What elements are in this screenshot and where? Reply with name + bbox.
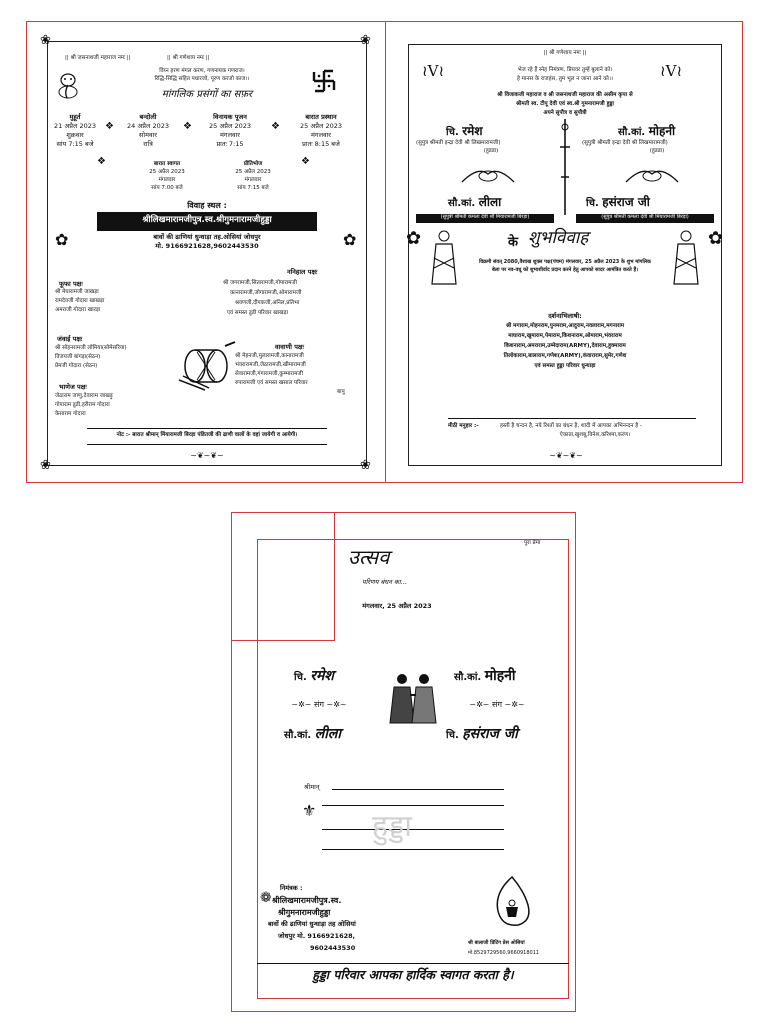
invitee-line: 9602443530 xyxy=(310,944,356,952)
event-date: 25 अप्रैल 2023 xyxy=(235,169,271,175)
section-line: विजयजी बांगड़ा(सेठन) xyxy=(55,354,101,360)
left-invitation-panel xyxy=(26,21,386,483)
event-date: 25 अप्रैल 2023 xyxy=(208,122,252,130)
sang-flourish-icon: ~✲~ xyxy=(323,700,347,709)
section-line: श्रवणजी,दीपकजी,अनिल,प्रतिभा xyxy=(235,300,300,306)
sang-flourish-icon: ~✲~ xyxy=(469,700,493,709)
bride2-first-name: लीला xyxy=(478,195,502,209)
event-day: शुक्रवार xyxy=(66,131,84,139)
bride1-parent: (सुपुत्री श्रीमती इन्द्रा देवी श्री लिखमारामजी) xyxy=(582,140,668,146)
verse-line-1: भेज रहे हैं स्नेह निमंत्रण, प्रियवर तुम्हें बुलाने को। xyxy=(517,67,613,73)
utsav-title: उत्सव xyxy=(348,545,390,569)
section-line: प्रेमजी गोदारा (सेठन) xyxy=(55,363,98,369)
event-day: मंगलवार xyxy=(311,131,331,139)
event-name: मुहूर्त xyxy=(69,113,81,121)
groom2-parent: (सुपुत्र श्रीमती कमला देवी श्री मियारामजी बिरड़ा) xyxy=(601,214,689,220)
flower-ornament-icon: ❁ xyxy=(260,890,272,906)
invitee-line: जोधपुर मो. 9166921628, xyxy=(278,932,356,940)
ke-word: के xyxy=(508,235,518,250)
address-line xyxy=(322,829,504,830)
bride2-name xyxy=(448,196,501,210)
meethi-label: मीठी मनुहार :- xyxy=(448,423,479,429)
event-date: 21 अप्रैल 2023 xyxy=(53,122,97,130)
corner-ornament-icon: ❀ xyxy=(40,458,51,473)
event-name: प्रीतिभोज xyxy=(243,161,263,167)
hudda-watermark: हुड्डा xyxy=(372,809,412,844)
ganesh-icon xyxy=(55,70,81,100)
env-bride1-name xyxy=(454,669,516,684)
meethi-text-line: ऐकाता,खुशबू,विनेश,करिश्मा,करण। xyxy=(559,432,631,438)
section-line: सेवारामजी,गंगारामजी,कुम्भारामजी xyxy=(235,371,303,377)
envelope-date: मंगलवार, 25 अप्रैल 2023 xyxy=(362,602,432,610)
event-date: 25 अप्रैल 2023 xyxy=(299,122,343,130)
corner-ornament-icon: ❀ xyxy=(360,458,371,473)
section-line: एवं समस्त डूडी परिवार खाखड़ा xyxy=(227,310,289,316)
bottom-flourish-icon: ~❦~❦~ xyxy=(190,451,224,460)
sang-right: ~✲~ संग ~✲~ xyxy=(469,700,525,709)
footer-note: नोट :- बारात श्रीमान् मिंयारामजी बिरड़ा पंडितजी की ढाणी वालों के वहां जायेगी व आयेगी। xyxy=(116,432,298,438)
env-bride2-name xyxy=(284,727,341,742)
programme-title: मांगलिक प्रसंगों का सफ़र xyxy=(161,89,253,100)
hanging-ornament-icon: ❖ xyxy=(301,156,310,167)
bride1-first-name: मोहनी xyxy=(648,124,676,138)
groom1-parent: (सुपुत्र श्रीमती इन्द्रा देवी श्री लिखमारामजी) xyxy=(416,140,501,146)
event-date: 24 अप्रैल 2023 xyxy=(126,122,170,130)
event-time: प्रातः 7:15 xyxy=(216,140,244,148)
ganesh-blessing-line-2: रिद्धि-सिद्धि सहित पधारजो, पूरण करजो काज।। xyxy=(154,76,250,82)
envelope-panel xyxy=(231,512,576,1012)
venue-label: विवाह स्थल : xyxy=(187,201,227,210)
groom1-prefix: चि. xyxy=(446,127,459,138)
section-line: रुपारामजी एवं समस्त खसाल परिवार xyxy=(235,380,308,386)
verse-line-2: हे मानस के राजहंस, तुम भूल न जाना आने को।। xyxy=(516,76,614,82)
bride2-prefix: सौ.कां. xyxy=(448,198,476,209)
groom1-name xyxy=(446,125,482,139)
invitee-line: बावों की ढाणियां धुन्धाड़ा तह ओसियां xyxy=(268,920,356,928)
ceremony-text-line: बेला पर नव-वधू को शुभाशीर्वाद प्रदान करने हेतु आपको सादर आमंत्रित करते हैं। xyxy=(491,267,639,273)
sang-flourish-icon: ~✲~ xyxy=(501,700,525,709)
top-invocation: || श्री गणेशाय नमः || xyxy=(543,50,587,56)
blessing-line: अपने सुपौत्र व सुपौत्री xyxy=(543,110,587,116)
venue-address: बावों की ढाणियां धुन्धाड़ा तह.ओसियां जोधपुर xyxy=(153,233,261,241)
event-name: विनायक पूजन xyxy=(213,113,247,121)
envelope-fold xyxy=(232,513,335,641)
sword-ornament-icon xyxy=(558,117,572,217)
section-title: फूफा पक्षः xyxy=(59,280,83,288)
hanging-ornament-icon: ❖ xyxy=(183,121,192,132)
event-day: सोमवार xyxy=(139,131,157,139)
invitee-line: श्रीगुमनारामजीहुड्डा xyxy=(278,908,331,917)
swastika-icon xyxy=(311,68,337,94)
corner-ornament-icon: ❀ xyxy=(40,33,51,48)
env-groom1-prefix: चि. xyxy=(294,672,307,683)
darshan-line: माघाराम,खुमाराम,पेमाराम,किशनाराम,ओमाराम,भंवराराम xyxy=(508,333,622,339)
flower-ornament-icon: ✿ xyxy=(406,228,422,249)
section-line: बापु xyxy=(337,389,345,395)
couple-figure-icon xyxy=(426,228,462,288)
darshan-line: एवं समस्त हुड्डा परिवार धुन्धाड़ा xyxy=(534,363,596,369)
hanging-ornament-icon: ❖ xyxy=(97,156,106,167)
event-date: 25 अप्रैल 2023 xyxy=(149,169,185,175)
env-groom2-first-name: हसंराज जी xyxy=(462,726,518,742)
section-line: केसाराम गोदारा xyxy=(55,411,86,417)
printer-name: श्री बालाजी प्रिंटिंग प्रेस ओसियां xyxy=(468,940,525,946)
top-left-invocation: || श्री जसनाथजी महाराज नमः || xyxy=(65,55,131,61)
sang-flourish-icon: ~✲~ xyxy=(291,700,315,709)
section-line: श्री मेघारामजी जाखड़ा xyxy=(55,289,99,295)
section-line: श्री जगरामजी,सितारामजी,गोपारामजी xyxy=(223,280,297,286)
utsav-subtitle: परिणय बंधन का... xyxy=(362,578,407,586)
hanging-ornament-icon: ❖ xyxy=(105,121,114,132)
section-line: अमराजी गोदारा खारड़ा xyxy=(55,307,101,313)
darshan-title: दर्शनाभिलाषी: xyxy=(548,312,582,320)
event-time: प्रातः 8:15 बजे xyxy=(302,140,340,148)
invitee-line: श्रीलिखमारामजीपुत्र.स्व. xyxy=(272,896,342,905)
section-title: भाणेज पक्षः xyxy=(59,383,87,391)
meethi-text-line: हस्ती है चन्दन है, नये रिश्तों का बंधन है, शादी में आपका अभिनन्दन है - xyxy=(500,423,642,429)
kalash-ornament-icon: ⚜ xyxy=(302,801,317,820)
section-title: जंवाई पक्षः xyxy=(57,335,83,343)
couple-figure-icon xyxy=(668,228,704,288)
ceremony-text-line: विक्रमी संवत् 2080,वैशाख शुक्ल पक्ष(पंचम) मंगलवार, 25 अप्रैल 2023 के शुभ मांगलिक xyxy=(479,259,651,265)
groom2-name xyxy=(586,196,650,210)
joined-hands-icon xyxy=(622,162,682,188)
darshan-line: किशनाराम,अमराराम,उम्मेदाराम(ARMY),देवाराम,हुक्माराम xyxy=(504,343,626,349)
paisley-kalash-icon xyxy=(490,875,534,929)
v-ornament-icon: ≀V≀ xyxy=(660,62,683,80)
ganesh-blessing-line-1: विघ्न हरण मंगल करण, गणनायक गणराज। xyxy=(159,68,245,74)
joined-hands-icon xyxy=(458,162,518,188)
shubh-vivah-title: शुभविवाह xyxy=(528,228,589,248)
section-line: श्री मेहनजी,मुलारामजी,कानारामजी xyxy=(235,353,304,359)
flower-ornament-icon: ✿ xyxy=(708,228,724,249)
sang-left: ~✲~ संग ~✲~ xyxy=(291,700,347,709)
groom1-family: (हुडडा) xyxy=(483,148,499,154)
event-name: बारात स्वागत xyxy=(153,161,181,167)
event-day: मंगलवार xyxy=(220,131,240,139)
hanging-ornament-icon: ❖ xyxy=(271,121,280,132)
flower-ornament-icon: ✿ xyxy=(343,230,357,249)
right-invitation-panel xyxy=(385,21,743,483)
section-line: भंवरारामजी,जेठारामजी,खीमारामजी xyxy=(235,362,306,368)
darshan-line: श्री मगाराम,मोहनराम,पुनमराम,आदुराम,नवलाराम,मगनाराम xyxy=(505,323,625,329)
event-name: बारात प्रस्थान xyxy=(305,113,337,121)
env-groom2-prefix: चि. xyxy=(446,730,459,741)
printer-phone: मो.8529729560,9660918011 xyxy=(468,950,540,956)
event-time: रात्रि xyxy=(143,140,153,148)
flower-ornament-icon: ✿ xyxy=(55,230,69,249)
section-line: श्री सोहनरामजी लोमिया(सोमेसरिया) xyxy=(55,345,127,351)
event-time: सांय 7:15 बजे xyxy=(237,185,269,191)
corner-label: पुरा प्रेमा xyxy=(524,540,541,546)
bride1-prefix: सौ.कां. xyxy=(618,127,646,138)
invitee-label: निमंत्रक : xyxy=(280,884,303,892)
blessing-line: श्री विजाकजी महाराज व श्री जसनाथजी महाराज की असीम कृपा से xyxy=(497,92,633,98)
groom1-first-name: रमेश xyxy=(462,124,483,138)
groom2-first-name: हसंराज जी xyxy=(602,195,650,209)
section-line: जेठाराम जाणु,देवाराम जाखड़ु xyxy=(55,393,113,399)
address-line xyxy=(322,805,504,806)
env-bride2-first-name: लीला xyxy=(314,726,341,742)
env-groom1-first-name: रमेश xyxy=(310,668,334,684)
v-ornament-icon: ≀V≀ xyxy=(422,62,445,80)
event-time: सांय 7:15 बजे xyxy=(56,140,94,148)
bottom-flourish-icon: ~❦~❦~ xyxy=(549,451,583,460)
bride1-family: (हुडडा) xyxy=(649,148,665,154)
dhol-drum-icon xyxy=(175,340,237,392)
bride2-parent: (सुपुत्री श्रीमती कमला देवी श्री मियारामजी बिरड़ा) xyxy=(440,214,530,220)
env-bride1-first-name: मोहनी xyxy=(484,668,516,684)
section-title: ननिहाल पक्षः xyxy=(287,268,318,276)
dancing-couple-icon xyxy=(386,671,440,727)
env-groom1-name xyxy=(294,669,334,684)
footer-divider xyxy=(87,428,327,429)
blessing-line: श्रीमती स्व. टीपू देवी एवं स्व.श्री गुमनारामजी हुड्डा xyxy=(516,101,614,107)
event-day: मंगलवार xyxy=(158,177,176,183)
section-line: गोपाराम डूडी,हरीराम गोदारा xyxy=(55,402,110,408)
shriman-label: श्रीमान् xyxy=(304,783,320,791)
meethi-divider xyxy=(448,418,696,419)
section-title: वावाणी पक्षः xyxy=(275,343,304,351)
venue-host: श्रीलिखमारामजीपुत्र.स्व.श्रीगुमनारामजीहुड्डा xyxy=(142,215,272,225)
footer-divider xyxy=(87,444,327,445)
event-time: सांय 7:00 बजे xyxy=(151,185,183,191)
address-line xyxy=(322,849,504,850)
event-day: मंगलवार xyxy=(244,177,262,183)
section-line: रामदेवजी गोदारा खाखड़ा xyxy=(55,298,105,304)
top-right-invocation: || श्री गणेशाय नमः || xyxy=(167,55,210,61)
bride1-name xyxy=(618,125,675,139)
darshan-line: तिलोकाराम,बालाराम,गणेश(ARMY),कंवाराराम,सुमेर,गणेश xyxy=(503,353,627,359)
corner-ornament-icon: ❀ xyxy=(360,33,371,48)
section-line: कानारामजी,जोगारामजी,ओमारामजी xyxy=(230,290,302,296)
env-bride2-prefix: सौ.कां. xyxy=(284,730,312,741)
env-groom2-name xyxy=(446,727,518,742)
env-bride1-prefix: सौ.कां. xyxy=(454,672,482,683)
welcome-divider xyxy=(257,963,569,964)
welcome-message: हुड्डा परिवार आपका हार्दिक स्वागत करता है। xyxy=(312,967,514,982)
venue-mobile: मो. 9166921628,9602443530 xyxy=(155,242,259,250)
event-name: बन्दोली xyxy=(139,113,157,121)
address-line xyxy=(332,789,504,790)
groom2-prefix: चि. xyxy=(586,198,599,209)
